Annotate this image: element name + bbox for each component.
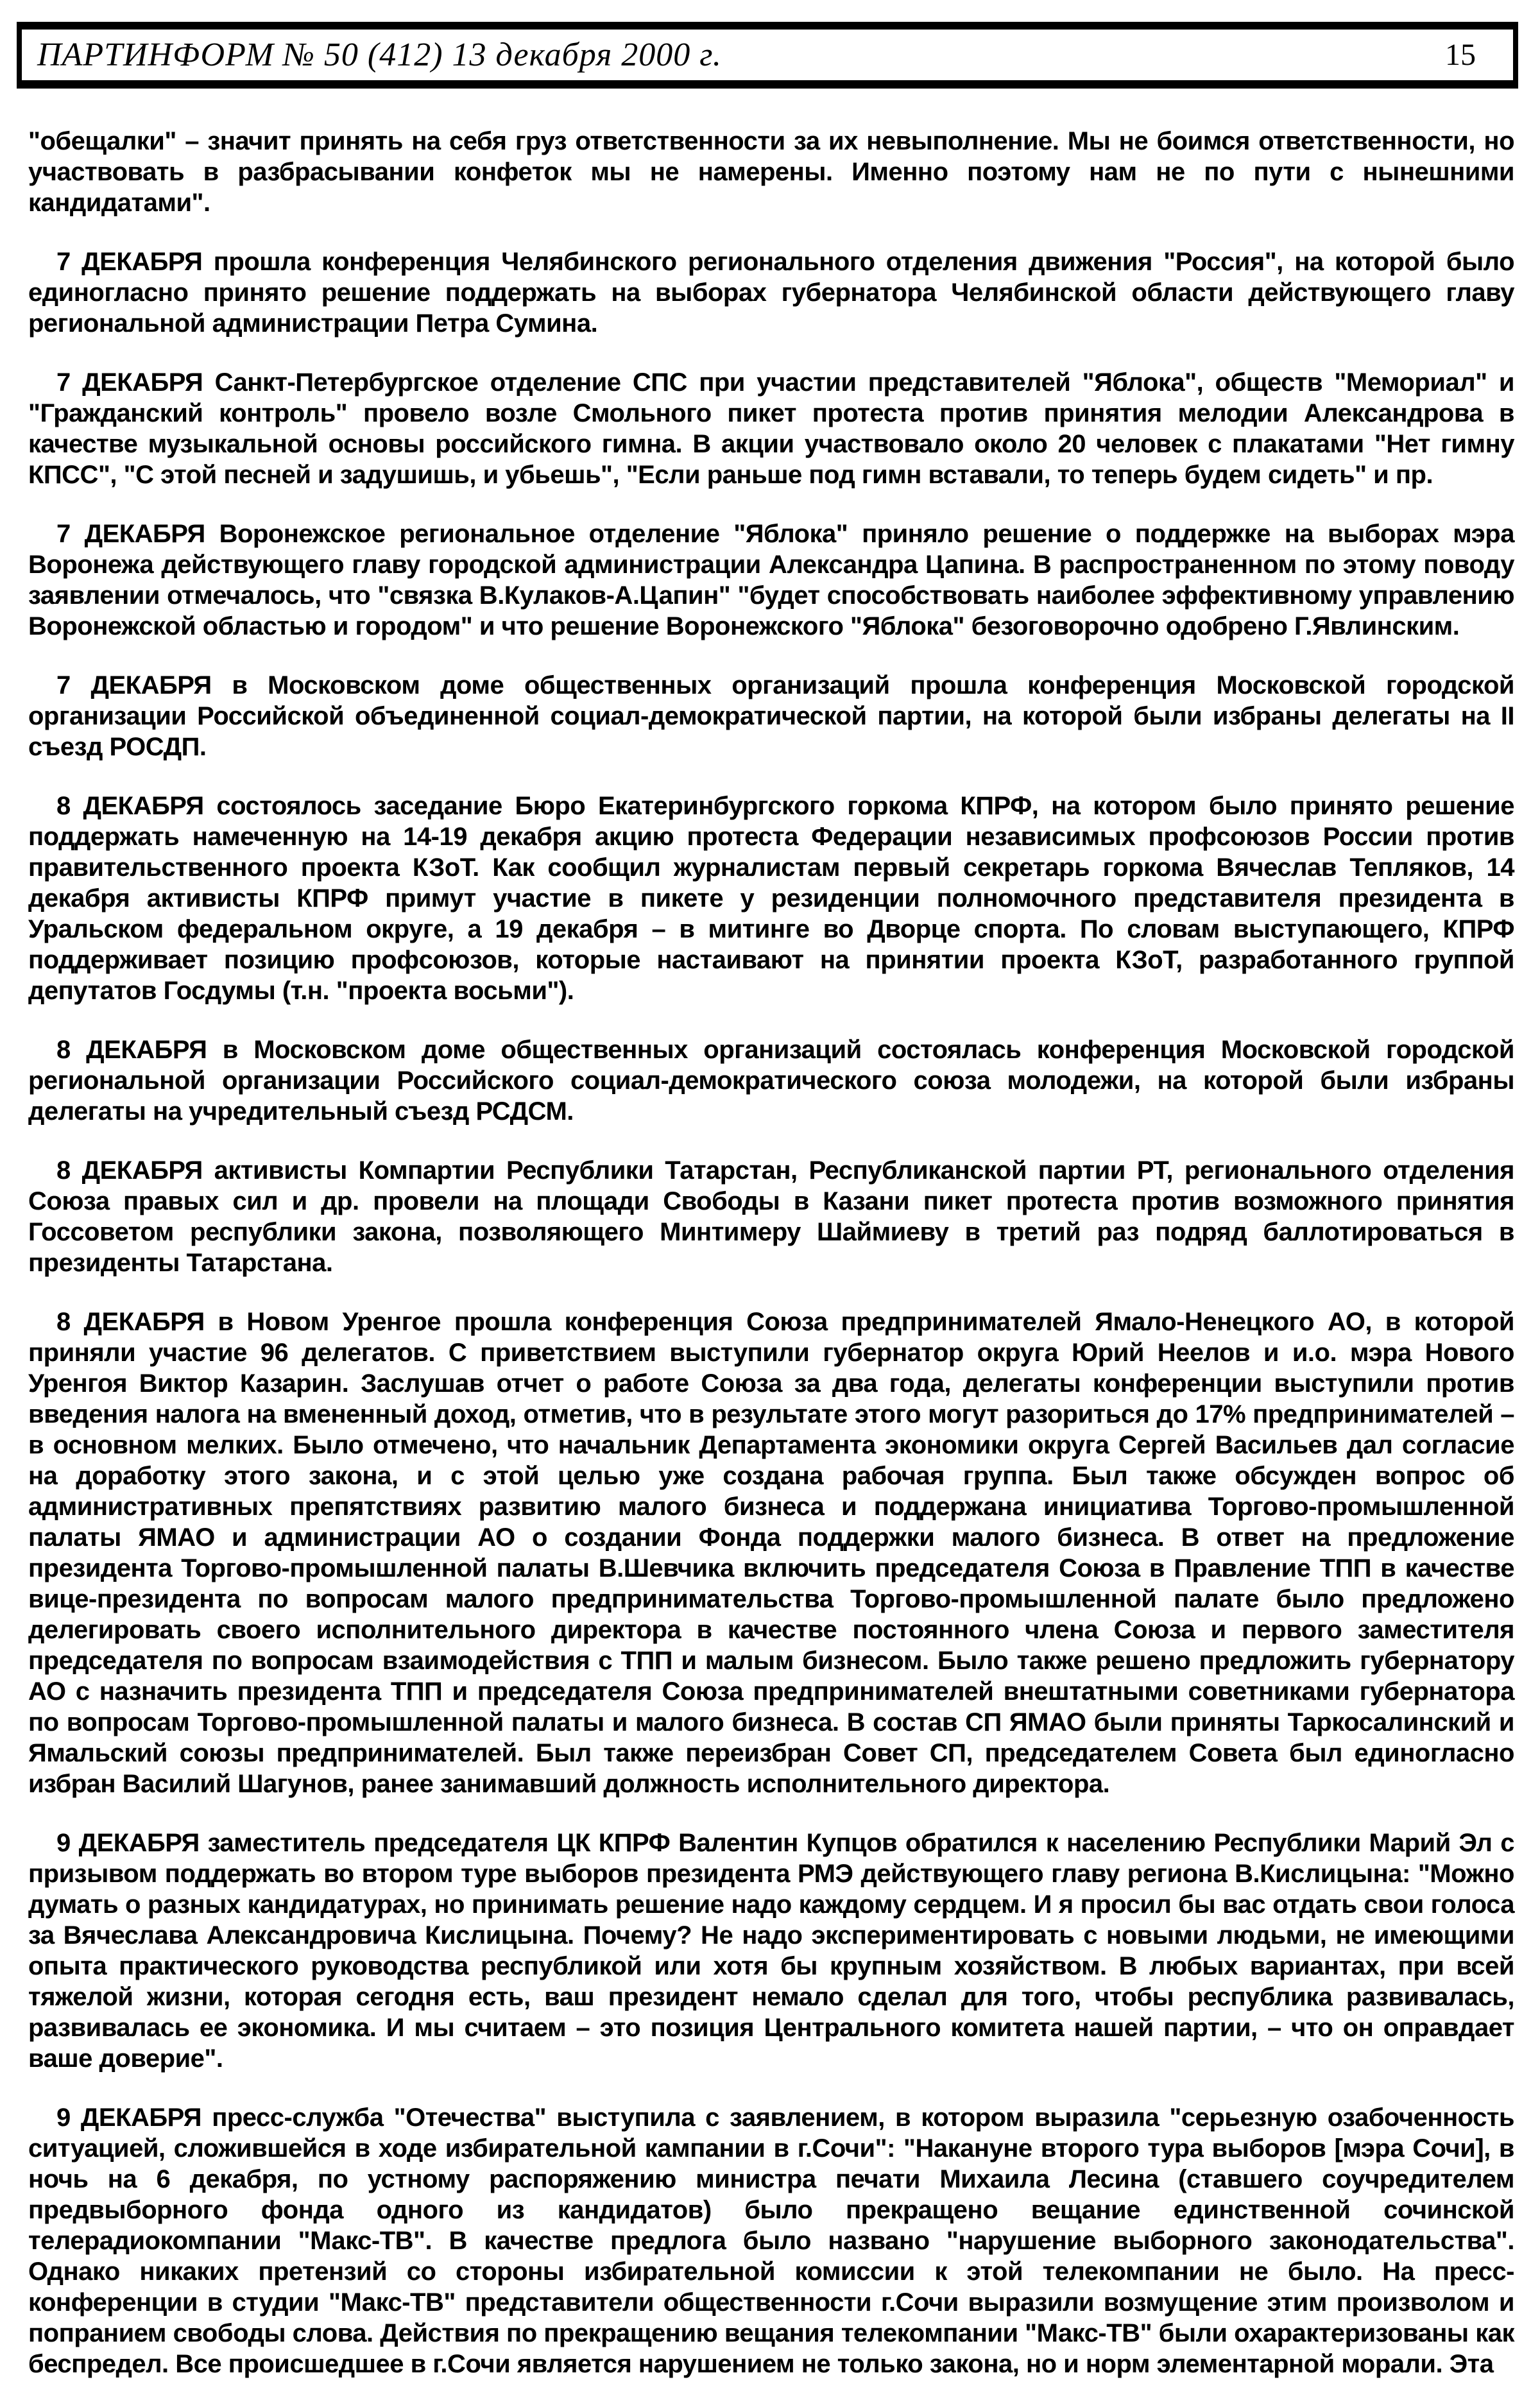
news-paragraph-8-dec-ekaterinburg-kprf: 8 ДЕКАБРЯ состоялось заседание Бюро Екатеринбургского горкома КПРФ, на котором было принято решение поддержать намеченную на 14-19 декабря акцию протеста Федерации независимых профсоюзов России против правительственного проекта КЗоТ. Как сообщил журналистам первый секретарь горкома Вячеслав Тепляков, 14 декабря активисты КПРФ примут участие в пикете у резиденции полномочного представителя президента в Уральском федеральном округе, а 19 декабря – в митинге во Дворце спорта. По словам выступающего, КПРФ поддерживает позицию профсоюзов, которые настаивают на принятии проекта КЗоТ, разработанного группой депутатов Госдумы (т.н. "проекта восьми"). — [28, 792, 1514, 1005]
news-paragraph-7-dec-voronezh-yabloko: 7 ДЕКАБРЯ Воронежское региональное отделение "Яблока" приняло решение о поддержке на выборах мэра Воронежа действующего главу городской администрации Александра Цапина. В распространенном по этому поводу заявлении отмечалось, что "связка В.Кулаков-А.Цапин" "будет способствовать наиболее эффективному управлению Воронежской областью и городом" и что решение Воронежского "Яблока" безоговорочно одобрено Г.Явлинским. — [28, 520, 1514, 640]
news-paragraph-8-dec-moscow-rsdsm: 8 ДЕКАБРЯ в Московском доме общественных организаций состоялась конференция Московской городской региональной организации Российского социал-демократического союза молодежи, на которой были избраны делегаты на учредительный съезд РСДСМ. — [28, 1036, 1514, 1126]
news-paragraph-8-dec-kazan-picket: 8 ДЕКАБРЯ активисты Компартии Республики Татарстан, Республиканской партии РТ, регионального отделения Союза правых сил и др. провели на площади Свободы в Казани пикет протеста против возможного принятия Госсоветом республики закона, позволяющего Минтимеру Шаймиеву в третий раз подряд баллотироваться в президенты Татарстана. — [28, 1156, 1514, 1277]
news-paragraph-8-dec-novy-urengoy: 8 ДЕКАБРЯ в Новом Уренгое прошла конференция Союза предпринимателей Ямало-Ненецкого АО, в которой приняли участие 96 делегатов. С приветствием выступили губернатор округа Юрий Неелов и и.о. мэра Нового Уренгоя Виктор Казарин. Заслушав отчет о работе Союза за два года, делегаты конференции выступили против введения налога на вмененный доход, отметив, что в результате этого могут разориться до 17% предпринимателей – в основном мелких. Было отмечено, что начальник Департамента экономики округа Сергей Васильев дал согласие на доработку этого закона, и с этой целью уже создана рабочая группа. Был также обсужден вопрос об административных препятствиях развитию малого бизнеса и поддержана инициатива Торгово-промышленной палаты ЯМАО и администрации АО о создании Фонда поддержки малого бизнеса. В ответ на предложение президента Торгово-промышленной палаты В.Шевчика включить председателя Союза в Правление ТПП в качестве вице-президента по вопросам малого предпринимательства Торгово-промышленной палате было предложено делегировать своего исполнительного директора в качестве постоянного члена Союза и первого заместителя председателя по вопросам взаимодействия с ТПП и малым бизнесом. Было также решено предложить губернатору АО с назначить президента ТПП и председателя Союза предпринимателей внештатными советниками губернатора по вопросам Торгово-промышленной палаты и малого бизнеса. В состав СП ЯМАО были приняты Таркосалинский и Ямальский союзы предпринимателей. Был также переизбран Совет СП, председателем Совета был единогласно избран Василий Шагунов, ранее занимавший должность исполнительного директора. — [28, 1308, 1514, 1798]
masthead — [17, 22, 1518, 89]
news-paragraph-9-dec-otechestvo-sochi: 9 ДЕКАБРЯ пресс-служба "Отечества" выступила с заявлением, в котором выразила "серьезную озабоченность ситуацией, сложившейся в ходе избирательной кампании в г.Сочи": "Накануне второго тура выборов [мэра Сочи], в ночь на 6 декабря, по устному распоряжению министра печати Михаила Лесина (ставшего соучредителем предвыборного фонда одного из кандидатов) было прекращено вещание единственной сочинской телерадиокомпании "Макс-ТВ". В качестве предлога было названо "нарушение выборного законодательства". Однако никаких претензий со стороны избирательной комиссии к этой телекомпании не было. На пресс-конференции в студии "Макс-ТВ" представители общественности г.Сочи выразили возмущение этим произволом и попранием свободы слова. Действия по прекращению вещания телекомпании "Макс-ТВ" были охарактеризованы как беспредел. Все происшедшее в г.Сочи является нарушением не только закона, но и норм элементарной морали. Эта — [28, 2104, 1514, 2378]
page-number: 15 — [1445, 38, 1476, 72]
article-body — [28, 126, 1514, 2379]
news-paragraph-7-dec-moscow-rosdp: 7 ДЕКАБРЯ в Московском доме общественных организаций прошла конференция Московской городской организации Российской объединенной социал-демократической партии, на которой были избраны делегаты на II съезд РОСДП. — [28, 671, 1514, 761]
news-paragraph-7-dec-spb-sps: 7 ДЕКАБРЯ Санкт-Петербургское отделение СПС при участии представителей "Яблока", обществ "Мемориал" и "Гражданский контроль" провело возле Смольного пикет протеста против принятия мелодии Александрова в качестве музыкальной основы российского гимна. В акции участвовало около 20 человек с плакатами "Нет гимну КПСС", "С этой песней и задушишь, и убьешь", "Если раньше под гимн вставали, то теперь будем сидеть" и пр. — [28, 368, 1514, 489]
news-paragraph-continuation: "обещалки" – значит принять на себя груз ответственности за их невыполнение. Мы не боимся ответственности, но участвовать в разбрасывании конфеток мы не намерены. Именно поэтому нам не по пути с нынешними кандидатами". — [28, 127, 1514, 217]
news-paragraph-7-dec-chelyabinsk: 7 ДЕКАБРЯ прошла конференция Челябинского регионального отделения движения "Россия", на которой было единогласно принято решение поддержать на выборах губернатора Челябинской области действующего главу региональной администрации Петра Сумина. — [28, 248, 1514, 338]
newsletter-title: ПАРТИНФОРМ № 50 (412) 13 декабря 2000 г. — [37, 37, 722, 73]
news-paragraph-9-dec-kuptsov: 9 ДЕКАБРЯ заместитель председателя ЦК КПРФ Валентин Купцов обратился к населению Республики Марий Эл с призывом поддержать во втором туре выборов президента РМЭ действующего главу региона В.Кислицына: "Можно думать о разных кандидатурах, но принимать решение надо каждому сердцем. И я просил бы вас отдать свои голоса за Вячеслава Александровича Кислицына. Почему? Не надо экспериментировать с новыми людьми, не имеющими опыта практического руководства республикой или хотя бы крупным хозяйством. В любых вариантах, при всей тяжелой жизни, которая сегодня есть, ваш президент немало сделал для того, чтобы республика развивалась, развивалась ее экономика. И мы считаем – это позиция Центрального комитета нашей партии, – что он оправдает ваше доверие". — [28, 1829, 1514, 2073]
